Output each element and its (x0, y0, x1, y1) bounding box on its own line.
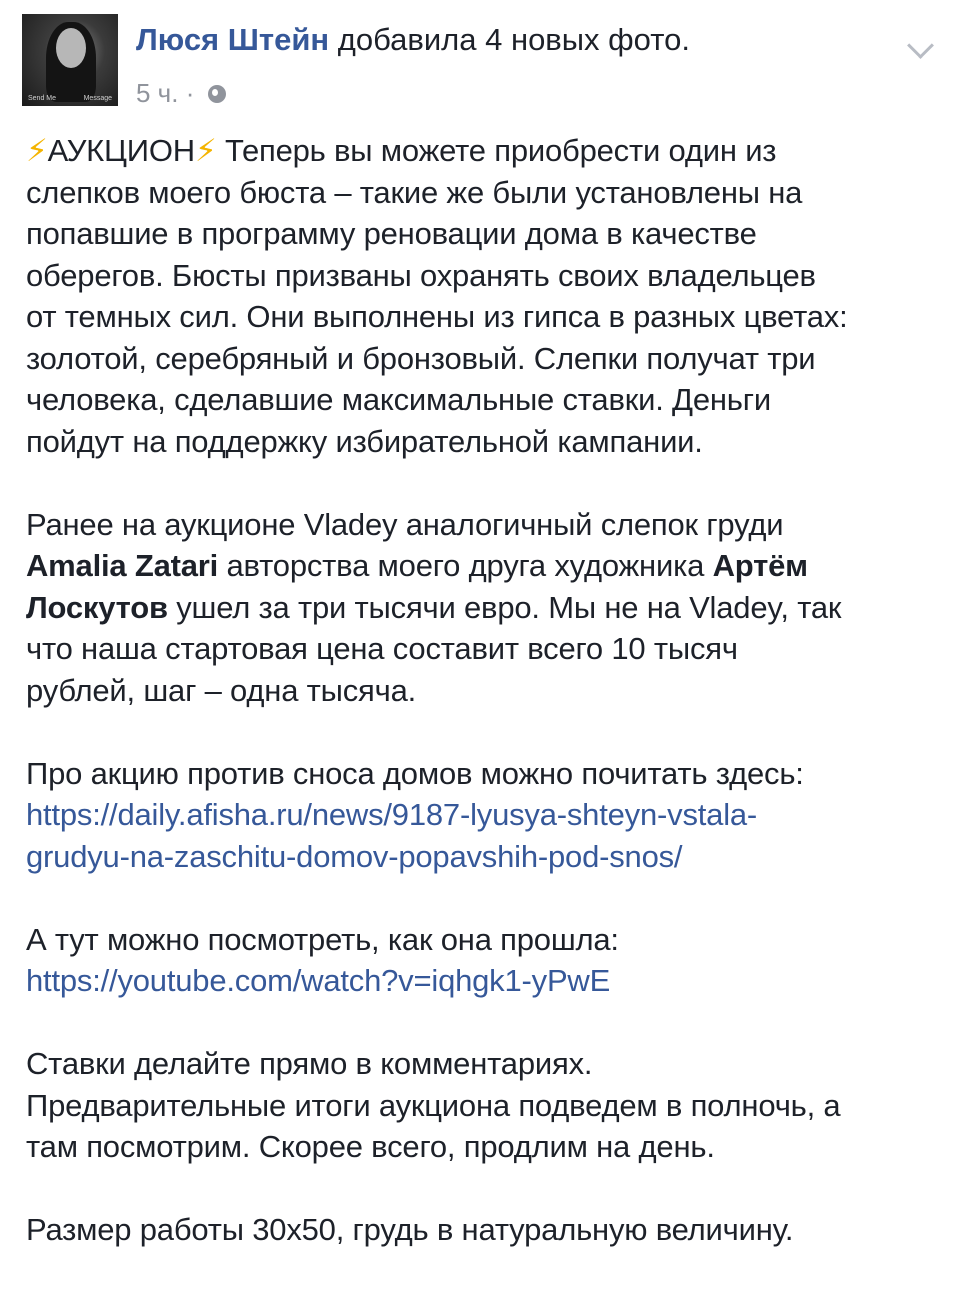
tag-amalia-zatari[interactable]: Amalia Zatari (26, 548, 219, 583)
text-line: рублей, шаг – одна тысяча. (26, 672, 417, 708)
paragraph-auction (26, 130, 946, 462)
text-line (26, 587, 946, 629)
author-name-link[interactable]: Люся Штейн (136, 22, 330, 57)
text-line: Про акцию против сноса домов можно почитать здесь: (26, 755, 804, 791)
tag-artem-last[interactable]: Лоскутов (26, 589, 168, 625)
text-line: человека, сделавшие максимальные ставки. Деньги (26, 382, 771, 417)
text-line: от темных сил. Они выполнены из гипса в разных цветах: (26, 299, 848, 334)
post-action-text: добавила 4 новых фото. (337, 22, 690, 57)
text-line: Ставки делайте прямо в комментариях. (26, 1046, 593, 1081)
meta-separator: · (185, 78, 195, 108)
chevron-down-icon[interactable] (907, 32, 934, 59)
auction-word: АУКЦИОН (47, 133, 195, 168)
paragraph-vladey (26, 504, 946, 712)
text-line: Ранее на аукционе Vladey аналогичный слепок груди (26, 506, 784, 542)
afisha-link[interactable]: grudyu-na-zaschitu-domov-popavshih-pod-snos/ (26, 838, 683, 874)
paragraph-youtube (26, 919, 946, 1002)
text-line (26, 130, 946, 172)
youtube-link[interactable]: https://youtube.com/watch?v=iqhgk1-yPwE (26, 963, 611, 998)
text-line: пойдут на поддержку избирательной кампании. (26, 423, 703, 459)
post-body (26, 130, 946, 1292)
avatar-message-label: Message (83, 95, 112, 102)
text-segment: Теперь вы можете приобрести один из (216, 133, 777, 168)
tag-artem-first[interactable]: Артём (712, 548, 808, 583)
globe-icon (208, 85, 226, 103)
text-line: золотой, серебряный и бронзовый. Слепки получат три (26, 340, 816, 376)
post-timestamp-link[interactable]: 5 ч. (136, 78, 179, 108)
text-line: оберегов. Бюсты призваны охранять своих владельцев (26, 257, 816, 293)
text-segment: ушел за три тысячи евро. Мы не на Vladey, так (167, 589, 842, 625)
paragraph-afisha (26, 753, 946, 878)
text-line: Предварительные итоги аукциона подведем в полночь, а (26, 1087, 841, 1123)
text-segment: авторства моего друга художника (218, 548, 713, 583)
paragraph-size (26, 1209, 946, 1251)
text-line: что наша стартовая цена составит всего 10 тысяч (26, 631, 738, 666)
text-line: там посмотрим. Скорее всего, продлим на день. (26, 1129, 715, 1164)
avatar[interactable] (22, 14, 118, 106)
avatar-face (56, 28, 86, 68)
text-line: А тут можно посмотреть, как она прошла: (26, 921, 619, 957)
text-line: попавшие в программу реновации дома в качестве (26, 216, 757, 251)
text-line (26, 545, 946, 587)
post-meta (136, 76, 226, 110)
text-line: слепков моего бюста – такие же были установлены на (26, 174, 803, 210)
post-header (22, 14, 958, 109)
bolt-icon: ⚡ (194, 133, 217, 168)
afisha-link[interactable]: https://daily.afisha.ru/news/9187-lyusya-shteyn-vstala- (26, 797, 758, 832)
text-line: Размер работы 30х50, грудь в натуральную величину. (26, 1212, 794, 1247)
post-title-line (136, 20, 690, 60)
avatar-send-label: Send Me (28, 95, 57, 102)
bolt-icon: ⚡ (26, 133, 48, 168)
paragraph-bids (26, 1043, 946, 1168)
